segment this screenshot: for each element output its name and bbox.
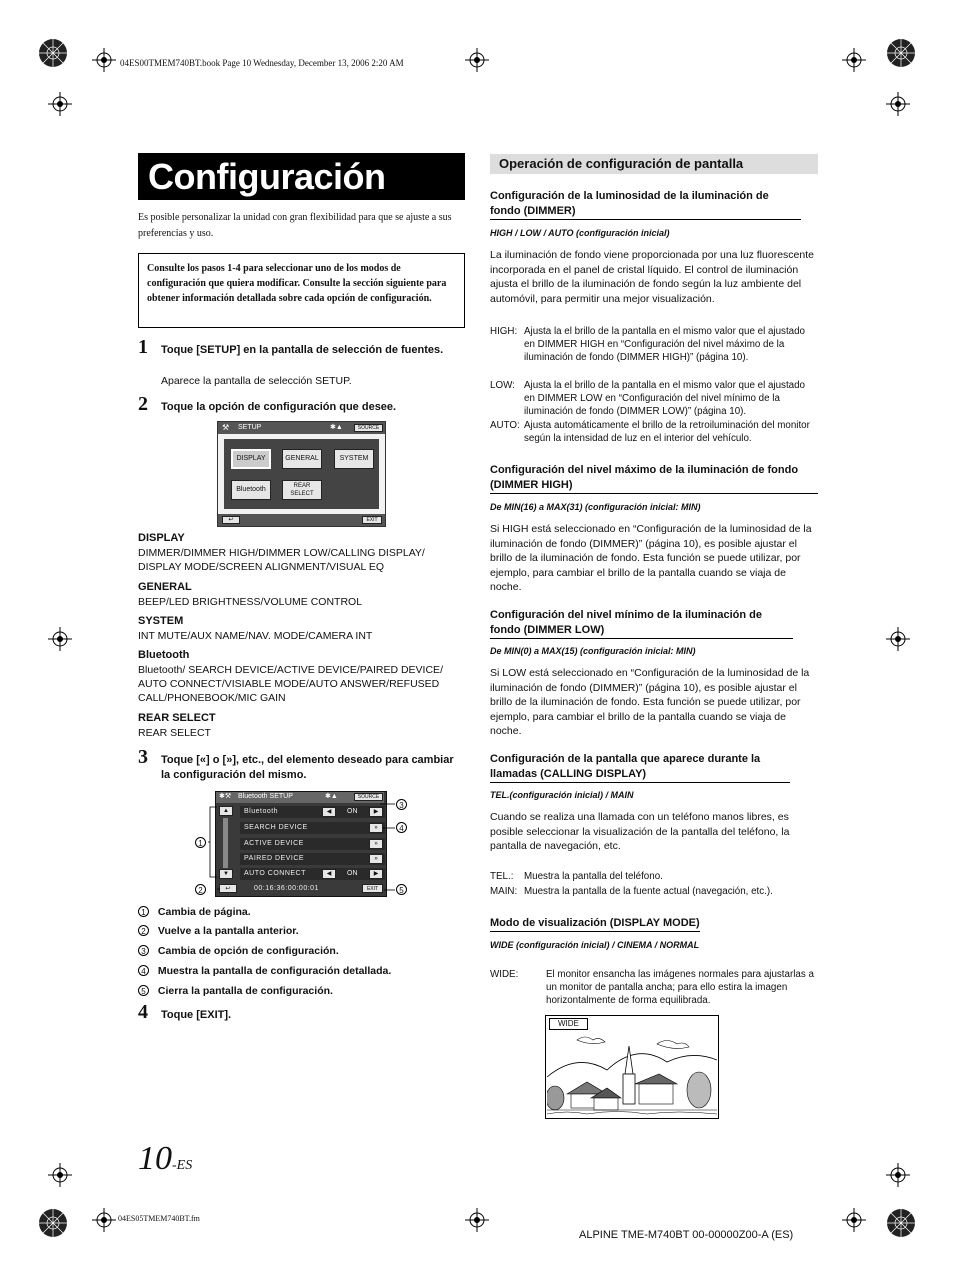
step-number: 4 [138,1001,148,1023]
category-items: REAR SELECT [138,727,211,739]
option-right-button[interactable]: ▶ [369,869,383,879]
setup-bottom-bar [218,514,385,526]
signal-icon: ✱▲ [325,793,338,800]
crosshair-icon [48,1163,72,1187]
step-text: Toque [EXIT]. [161,1009,232,1021]
callout-3: 3 [396,799,407,810]
setup-screen [217,421,386,527]
category-items: INT MUTE/AUX NAME/NAV. MODE/CAMERA INT [138,630,373,642]
bt-row-value: ON [347,870,358,877]
definition-term: WIDE: [490,969,519,980]
step-text: Toque [SETUP] en la pantalla de selección de fuentes. [161,344,444,356]
subsection-heading: Configuración de la pantalla que aparece durante la llamadas (CALLING DISPLAY) [490,752,790,783]
double-chevron-left-icon: « [199,754,207,766]
wide-label: WIDE [549,1018,588,1030]
option-left-button[interactable]: ◀ [322,807,336,817]
wrench-icon: ⚒ [222,423,230,432]
legend-item: 2 Vuelve a la pantalla anterior. [138,921,299,939]
subsection-heading: Configuración del nivel máximo de la iluminación de fondo (DIMMER HIGH) [490,463,818,494]
definition-text: Muestra la pantalla del teléfono. [524,871,663,882]
definition-term: AUTO: [490,420,520,431]
option-left-button[interactable]: ◀ [322,869,336,879]
definition-text: Ajusta la el brillo de la pantalla en el mismo valor que el ajustado en DIMMER LOW en “Configuración del nivel mínimo de la iluminación de fondo (DIMMER LOW)” (página 10). [524,380,806,417]
bt-menu-row[interactable]: Bluetooth [240,806,385,818]
registration-star-icon [886,38,916,68]
bt-back-button[interactable]: ↩ [219,884,237,893]
crosshair-icon [465,1208,489,1232]
back-button[interactable]: ↩ [222,516,240,524]
legend-item: 5 Cierra la pantalla de configuración. [138,981,333,999]
step-number: 3 [138,746,148,768]
detail-button[interactable]: » [369,839,383,849]
registration-star-icon [886,1208,916,1238]
step-number: 1 [138,336,148,358]
bt-exit-button[interactable]: EXIT [362,884,383,893]
double-chevron-right-icon: » [226,754,233,766]
bluetooth-button[interactable]: Bluetooth [231,480,271,500]
option-values: HIGH / LOW / AUTO (configuración inicial) [490,228,670,238]
bt-menu-row[interactable]: ACTIVE DEVICE [240,838,385,850]
option-values: WIDE (configuración inicial) / CINEMA / NORMAL [490,940,700,950]
general-button[interactable]: GENERAL [282,449,322,469]
body-text: Si LOW está seleccionado en “Configuración de la luminosidad de la iluminación de fondo (DIMMER)” (página 10), es posible ajustar el brillo de la iluminación de fondo. Esta función se puede utilizar, por ejemplo, para cambiar el brillo de la pantalla cuando se viaja de noche. [490,667,810,737]
definition-term: TEL.: [490,871,514,882]
step-text: Toque [«] o [»], etc., del elemento deseado para cambiar la configuración del mismo. [161,754,454,781]
village-landscape-image [547,1032,717,1118]
category-heading: REAR SELECT [138,712,216,724]
callout-lines [200,790,410,900]
intro-text: Es posible personalizar la unidad con gran flexibilidad para que se ajuste a sus preferencias y uso. [138,212,452,239]
definition-term: LOW: [490,380,515,391]
book-info-line: 04ES00TMEM740BT.book Page 10 Wednesday, December 13, 2006 2:20 AM [120,58,404,68]
category-heading: SYSTEM [138,615,184,627]
crosshair-icon [92,1208,116,1232]
callout-1: 1 [195,837,206,848]
legend-item: 1 Cambia de página. [138,902,251,920]
registration-star-icon [38,38,68,68]
detail-button[interactable]: » [369,854,383,864]
note-box: Consulte los pasos 1-4 para seleccionar uno de los modos de configuración que quiera modificar. Consulte la sección siguiente para obtener información detallada sobre cada opción de configuración. [138,253,465,328]
crosshair-icon [842,48,866,72]
page-up-button[interactable]: ▲ [219,806,233,816]
option-right-button[interactable]: ▶ [369,807,383,817]
wide-mode-illustration [545,1015,719,1119]
crosshair-icon [886,1163,910,1187]
bt-menu-row[interactable]: PAIRED DEVICE [240,853,385,865]
source-button[interactable]: SOURCE [354,424,383,432]
setup-title: SETUP [238,424,262,431]
crosshair-icon [92,48,116,72]
category-heading: DISPLAY [138,532,185,544]
crosshair-icon [465,48,489,72]
bt-setup-title: Bluetooth SETUP [238,793,293,800]
bluetooth-icon: ✱⚒ [219,793,232,800]
page-title: Configuración [138,153,465,200]
system-button[interactable]: SYSTEM [334,449,374,469]
definition-term: MAIN: [490,886,518,897]
page-number: 10-ES [138,1140,193,1177]
bt-menu-row[interactable]: AUTO CONNECT [240,868,385,880]
option-values: De MIN(0) a MAX(15) (configuración inicial: MIN) [490,646,696,656]
section-title: Operación de configuración de pantalla [490,154,818,174]
callout-4: 4 [396,822,407,833]
definition-term: HIGH: [490,326,518,337]
step-text: Toque la opción de configuración que desee. [161,401,397,413]
subsection-heading: Configuración del nivel mínimo de la iluminación de fondo (DIMMER LOW) [490,608,793,639]
category-items: BEEP/LED BRIGHTNESS/VOLUME CONTROL [138,596,363,608]
file-name: 04ES05TMEM740BT.fm [118,1214,200,1223]
body-text: La iluminación de fondo viene proporcionada por una luz fluorescente incorporada en el panel de cristal líquido. El control de iluminación ajusta el brillo de la iluminación de fondo según la luz ambiente del automóvil, para permitir una mejor visualización. [490,249,814,305]
crosshair-icon [48,627,72,651]
display-button[interactable]: DISPLAY [231,449,271,469]
registration-star-icon [38,1208,68,1238]
crosshair-icon [842,1208,866,1232]
option-values: De MIN(16) a MAX(31) (configuración inicial: MIN) [490,502,701,512]
bt-menu-row[interactable]: SEARCH DEVICE [240,822,385,834]
callout-5: 5 [396,884,407,895]
bluetooth-signal-icon: ✱▲ [330,424,343,431]
bt-row-value: ON [347,808,358,815]
category-heading: Bluetooth [138,649,190,661]
detail-button[interactable]: » [369,823,383,833]
callout-2: 2 [195,884,206,895]
subsection-heading: Modo de visualización (DISPLAY MODE) [490,916,700,932]
category-items: Bluetooth/ SEARCH DEVICE/ACTIVE DEVICE/PAIRED DEVICE/ AUTO CONNECT/VISIABLE MODE/AUTO ANSWER/REFUSED CALL/PHONEBOOK/MIC GAIN [138,664,443,704]
crosshair-icon [886,92,910,116]
bt-source-button[interactable]: SOURCE [354,793,383,801]
option-values: TEL.(configuración inicial) / MAIN [490,790,634,800]
exit-button[interactable]: EXIT [362,516,382,524]
body-text: Si HIGH está seleccionado en “Configuración de la luminosidad de la iluminación de fondo (DIMMER)” (página 10), es posible ajustar el brillo de la iluminación de fondo. Esta función se puede utilizar, por ejemplo, para cambiar el brillo de la pantalla cuando se viaja de noche. [490,523,812,593]
crosshair-icon [48,92,72,116]
model-footer: ALPINE TME-M740BT 00-00000Z00-A (ES) [579,1229,794,1241]
legend-item: 3 Cambia de opción de configuración. [138,941,339,959]
definition-text: Muestra la pantalla de la fuente actual (navegación, etc.). [524,886,773,897]
definition-text: El monitor ensancha las imágenes normales para ajustarlas a un monitor de pantalla ancha; para ello estira la imagen horizontalmente de forma equilibrada. [546,969,814,1006]
legend-item: 4 Muestra la pantalla de configuración detallada. [138,961,391,979]
rear-select-button[interactable]: REAR SELECT [282,480,322,500]
category-items: DIMMER/DIMMER HIGH/DIMMER LOW/CALLING DISPLAY/ DISPLAY MODE/SCREEN ALIGNMENT/VISUAL EQ [138,547,425,573]
definition-text: Ajusta automáticamente el brillo de la retroiluminación del monitor según la intensidad de luz en el interior del vehículo. [524,420,810,444]
body-text: Cuando se realiza una llamada con un teléfono manos libres, es posible seleccionar la visualización de la pantalla del teléfono, la pantalla de navegación, etc. [490,811,790,852]
step-number: 2 [138,393,148,415]
crosshair-icon [886,627,910,651]
definition-text: Ajusta la el brillo de la pantalla en el mismo valor que el ajustado en DIMMER HIGH en “Configuración del nivel máximo de la iluminación de fondo (DIMMER HIGH)” (página 10). [524,326,806,363]
category-heading: GENERAL [138,581,192,593]
subsection-heading: Configuración de la luminosidad de la iluminación de fondo (DIMMER) [490,189,801,220]
bt-time-display: 00:16:36:00:00:01 [254,885,319,892]
step-subtext: Aparece la pantalla de selección SETUP. [161,375,352,387]
page-down-button[interactable]: ▼ [219,869,233,879]
